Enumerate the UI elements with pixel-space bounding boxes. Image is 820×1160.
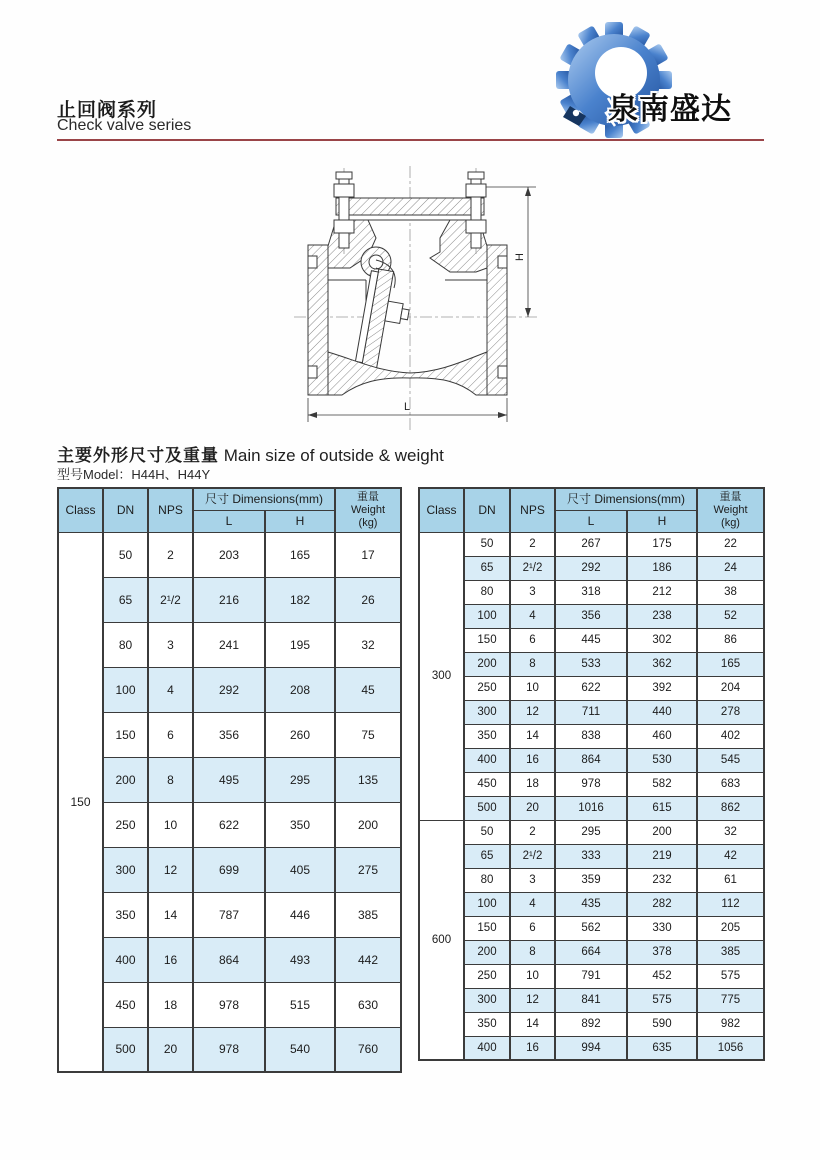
- dim-cell: 841: [555, 988, 627, 1012]
- table-row: [419, 628, 764, 652]
- dim-cell: 50: [464, 820, 510, 844]
- brand-logo: [546, 18, 764, 142]
- table-row: [419, 580, 764, 604]
- dim-cell: 302: [627, 628, 697, 652]
- dim-cell: 20: [148, 1027, 193, 1072]
- dim-cell: 10: [148, 802, 193, 847]
- dim-cell: 16: [510, 748, 555, 772]
- dim-cell: 442: [335, 937, 401, 982]
- dim-cell: 14: [510, 724, 555, 748]
- table-row: [58, 532, 401, 577]
- dim-cell: 6: [148, 712, 193, 757]
- weight-label-en: Weight: [350, 503, 386, 516]
- col-header-dn: DN: [464, 488, 510, 532]
- dim-cell: 350: [464, 1012, 510, 1036]
- dim-cell: 400: [103, 937, 148, 982]
- dim-cell: 392: [627, 676, 697, 700]
- dim-cell: 664: [555, 940, 627, 964]
- weight-label-en: Weight: [713, 503, 748, 516]
- table-row: [58, 622, 401, 667]
- dim-cell: 278: [697, 700, 764, 724]
- dim-cell: 533: [555, 652, 627, 676]
- dim-cell: 14: [510, 1012, 555, 1036]
- dim-cell: 65: [464, 844, 510, 868]
- dim-cell: 775: [697, 988, 764, 1012]
- dimensions-table-class150: [57, 487, 402, 1073]
- table-row: [419, 820, 764, 844]
- table-body: [419, 532, 764, 1060]
- col-header-l: L: [193, 510, 265, 532]
- dim-cell: 575: [627, 988, 697, 1012]
- table-row: [419, 988, 764, 1012]
- dim-cell: 22: [697, 532, 764, 556]
- dim-cell: 200: [464, 652, 510, 676]
- dim-cell: 17: [335, 532, 401, 577]
- table-row: [58, 937, 401, 982]
- dim-cell: 562: [555, 916, 627, 940]
- dim-cell: 450: [103, 982, 148, 1027]
- dim-cell: 452: [627, 964, 697, 988]
- dim-cell: 622: [555, 676, 627, 700]
- dim-cell: 4: [510, 892, 555, 916]
- col-header-dimensions: 尺寸 Dimensions(mm): [193, 488, 335, 510]
- col-header-h: H: [265, 510, 335, 532]
- dim-cell: 445: [555, 628, 627, 652]
- dim-cell: 75: [335, 712, 401, 757]
- table-row: [419, 964, 764, 988]
- table-row: [419, 532, 764, 556]
- dim-cell: 356: [193, 712, 265, 757]
- dim-cell: 212: [627, 580, 697, 604]
- dim-cell: 150: [464, 916, 510, 940]
- dim-cell: 232: [627, 868, 697, 892]
- dim-cell: 683: [697, 772, 764, 796]
- table-row: [419, 868, 764, 892]
- dim-cell: 18: [148, 982, 193, 1027]
- dim-cell: 14: [148, 892, 193, 937]
- dim-cell: 350: [103, 892, 148, 937]
- dim-cell: 500: [103, 1027, 148, 1072]
- dim-cell: 112: [697, 892, 764, 916]
- dim-cell: 8: [510, 652, 555, 676]
- dim-cell: 260: [265, 712, 335, 757]
- dim-cell: 135: [335, 757, 401, 802]
- weight-label-zh: 重量: [357, 490, 380, 503]
- dim-cell: 300: [464, 700, 510, 724]
- col-header-weight: [335, 488, 401, 532]
- page-title-zh: 止回阀系列: [57, 100, 158, 121]
- dim-cell: 378: [627, 940, 697, 964]
- dim-cell: 4: [148, 667, 193, 712]
- dim-cell: 61: [697, 868, 764, 892]
- dim-cell: 45: [335, 667, 401, 712]
- dim-cell: 495: [193, 757, 265, 802]
- dim-cell: 12: [510, 700, 555, 724]
- page-title-en: Check valve series: [57, 117, 192, 134]
- dim-cell: 50: [103, 532, 148, 577]
- table-row: [419, 844, 764, 868]
- dim-cell: 65: [103, 577, 148, 622]
- table-row: [419, 700, 764, 724]
- table-row: [58, 802, 401, 847]
- dim-cell: 3: [510, 868, 555, 892]
- table-row: [58, 712, 401, 757]
- dim-cell: 12: [148, 847, 193, 892]
- dim-cell: 80: [103, 622, 148, 667]
- dim-cell: 359: [555, 868, 627, 892]
- dim-cell: 864: [193, 937, 265, 982]
- dim-cell: 204: [697, 676, 764, 700]
- dim-cell: 86: [697, 628, 764, 652]
- dim-cell: 575: [697, 964, 764, 988]
- dim-cell: 402: [697, 724, 764, 748]
- table-row: [58, 667, 401, 712]
- table-row: [419, 772, 764, 796]
- dim-cell: 864: [555, 748, 627, 772]
- table-row: [58, 847, 401, 892]
- dim-cell: 630: [335, 982, 401, 1027]
- table-row: [419, 796, 764, 820]
- dim-cell: 250: [103, 802, 148, 847]
- table-row: [58, 982, 401, 1027]
- table-row: [419, 652, 764, 676]
- dim-cell: 200: [464, 940, 510, 964]
- dimension-label-l: L: [403, 401, 411, 413]
- dim-cell: 515: [265, 982, 335, 1027]
- dim-cell: 100: [103, 667, 148, 712]
- dim-cell: 200: [627, 820, 697, 844]
- dim-cell: 2: [148, 532, 193, 577]
- dim-cell: 20: [510, 796, 555, 820]
- dim-cell: 32: [335, 622, 401, 667]
- table-row: [419, 1036, 764, 1060]
- dim-cell: 6: [510, 916, 555, 940]
- col-header-class: Class: [58, 488, 103, 532]
- dim-cell: 540: [265, 1027, 335, 1072]
- col-header-dimensions: 尺寸 Dimensions(mm): [555, 488, 697, 510]
- dim-cell: 250: [464, 676, 510, 700]
- dim-cell: 38: [697, 580, 764, 604]
- dim-cell: 150: [464, 628, 510, 652]
- dim-cell: 982: [697, 1012, 764, 1036]
- dim-cell: 238: [627, 604, 697, 628]
- dim-cell: 356: [555, 604, 627, 628]
- weight-label-zh: 重量: [719, 490, 742, 503]
- dim-cell: 24: [697, 556, 764, 580]
- brand-name: 泉南盛达: [608, 93, 732, 126]
- col-header-nps: NPS: [510, 488, 555, 532]
- dim-cell: 182: [265, 577, 335, 622]
- dim-cell: 150: [103, 712, 148, 757]
- table-row: [419, 748, 764, 772]
- dim-cell: 862: [697, 796, 764, 820]
- col-header-class: Class: [419, 488, 464, 532]
- dim-cell: 32: [697, 820, 764, 844]
- dim-cell: 267: [555, 532, 627, 556]
- dim-cell: 80: [464, 868, 510, 892]
- table-row: [419, 916, 764, 940]
- dim-cell: 3: [148, 622, 193, 667]
- dim-cell: 300: [464, 988, 510, 1012]
- dim-cell: 330: [627, 916, 697, 940]
- dim-cell: 582: [627, 772, 697, 796]
- dim-cell: 2: [510, 532, 555, 556]
- dim-cell: 435: [555, 892, 627, 916]
- dim-cell: 216: [193, 577, 265, 622]
- dim-cell: 208: [265, 667, 335, 712]
- table-row: [419, 604, 764, 628]
- table-row: [58, 577, 401, 622]
- table-row: [419, 676, 764, 700]
- dim-cell: 2¹/2: [510, 556, 555, 580]
- dim-cell: 100: [464, 604, 510, 628]
- dim-cell: 200: [335, 802, 401, 847]
- table-row: [419, 1012, 764, 1036]
- dim-cell: 635: [627, 1036, 697, 1060]
- dim-cell: 350: [464, 724, 510, 748]
- dim-cell: 26: [335, 577, 401, 622]
- dim-cell: 100: [464, 892, 510, 916]
- dim-cell: 838: [555, 724, 627, 748]
- dim-cell: 333: [555, 844, 627, 868]
- dim-cell: 295: [265, 757, 335, 802]
- dim-cell: 6: [510, 628, 555, 652]
- dim-cell: 12: [510, 988, 555, 1012]
- section-title: [57, 441, 444, 466]
- dim-cell: 440: [627, 700, 697, 724]
- model-line: 型号Model：H44H、H44Y: [57, 467, 211, 482]
- dim-cell: 16: [510, 1036, 555, 1060]
- dimension-label-h: H: [514, 253, 526, 261]
- dim-cell: 450: [464, 772, 510, 796]
- dim-cell: 460: [627, 724, 697, 748]
- table-row: [58, 757, 401, 802]
- dim-cell: 42: [697, 844, 764, 868]
- table-row: [419, 724, 764, 748]
- dim-cell: 500: [464, 796, 510, 820]
- dim-cell: 186: [627, 556, 697, 580]
- col-header-h: H: [627, 510, 697, 532]
- section-title-zh: 主要外形尺寸及重量: [57, 446, 219, 465]
- dim-cell: 405: [265, 847, 335, 892]
- col-header-dn: DN: [103, 488, 148, 532]
- dim-cell: 292: [555, 556, 627, 580]
- table-row: [58, 892, 401, 937]
- dim-cell: 10: [510, 676, 555, 700]
- dim-cell: 219: [627, 844, 697, 868]
- dim-cell: 65: [464, 556, 510, 580]
- dim-cell: 318: [555, 580, 627, 604]
- col-header-weight: [697, 488, 764, 532]
- dim-cell: 711: [555, 700, 627, 724]
- dim-cell: 295: [555, 820, 627, 844]
- dim-cell: 385: [697, 940, 764, 964]
- table-row: [419, 940, 764, 964]
- table-row: [419, 556, 764, 580]
- dim-cell: 385: [335, 892, 401, 937]
- class-cell: 600: [419, 820, 464, 1060]
- dim-cell: 292: [193, 667, 265, 712]
- dim-cell: 350: [265, 802, 335, 847]
- dim-cell: 200: [103, 757, 148, 802]
- dim-cell: 52: [697, 604, 764, 628]
- dim-cell: 791: [555, 964, 627, 988]
- dim-cell: 400: [464, 748, 510, 772]
- dim-cell: 2¹/2: [148, 577, 193, 622]
- table-row: [419, 892, 764, 916]
- dim-cell: 362: [627, 652, 697, 676]
- dim-cell: 530: [627, 748, 697, 772]
- class-cell: 150: [58, 532, 103, 1072]
- dim-cell: 994: [555, 1036, 627, 1060]
- dim-cell: 282: [627, 892, 697, 916]
- dim-cell: 10: [510, 964, 555, 988]
- dim-cell: 165: [265, 532, 335, 577]
- dim-cell: 446: [265, 892, 335, 937]
- dim-cell: 892: [555, 1012, 627, 1036]
- dim-cell: 615: [627, 796, 697, 820]
- dim-cell: 978: [193, 1027, 265, 1072]
- dim-cell: 165: [697, 652, 764, 676]
- dim-cell: 80: [464, 580, 510, 604]
- dim-cell: 50: [464, 532, 510, 556]
- dim-cell: 203: [193, 532, 265, 577]
- col-header-nps: NPS: [148, 488, 193, 532]
- dim-cell: 978: [193, 982, 265, 1027]
- weight-label-unit: (kg): [721, 516, 740, 529]
- dim-cell: 760: [335, 1027, 401, 1072]
- dim-cell: 250: [464, 964, 510, 988]
- dim-cell: 2¹/2: [510, 844, 555, 868]
- dim-cell: 622: [193, 802, 265, 847]
- dim-cell: 787: [193, 892, 265, 937]
- table-body: [58, 532, 401, 1072]
- dim-cell: 18: [510, 772, 555, 796]
- dim-cell: 400: [464, 1036, 510, 1060]
- col-header-l: L: [555, 510, 627, 532]
- dim-cell: 175: [627, 532, 697, 556]
- dim-cell: 8: [510, 940, 555, 964]
- dim-cell: 205: [697, 916, 764, 940]
- table-row: [58, 1027, 401, 1072]
- dim-cell: 493: [265, 937, 335, 982]
- dim-cell: 1016: [555, 796, 627, 820]
- valve-drawing: [280, 160, 580, 440]
- dim-cell: 3: [510, 580, 555, 604]
- weight-label-unit: (kg): [358, 516, 378, 529]
- dim-cell: 699: [193, 847, 265, 892]
- dimensions-table-class300-600: [418, 487, 765, 1061]
- dim-cell: 16: [148, 937, 193, 982]
- dim-cell: 590: [627, 1012, 697, 1036]
- class-cell: 300: [419, 532, 464, 820]
- dim-cell: 300: [103, 847, 148, 892]
- dim-cell: 195: [265, 622, 335, 667]
- section-title-en: Main size of outside & weight: [223, 446, 444, 465]
- dim-cell: 978: [555, 772, 627, 796]
- dim-cell: 8: [148, 757, 193, 802]
- dim-cell: 241: [193, 622, 265, 667]
- dim-cell: 4: [510, 604, 555, 628]
- dim-cell: 545: [697, 748, 764, 772]
- dim-cell: 2: [510, 820, 555, 844]
- dim-cell: 275: [335, 847, 401, 892]
- dim-cell: 1056: [697, 1036, 764, 1060]
